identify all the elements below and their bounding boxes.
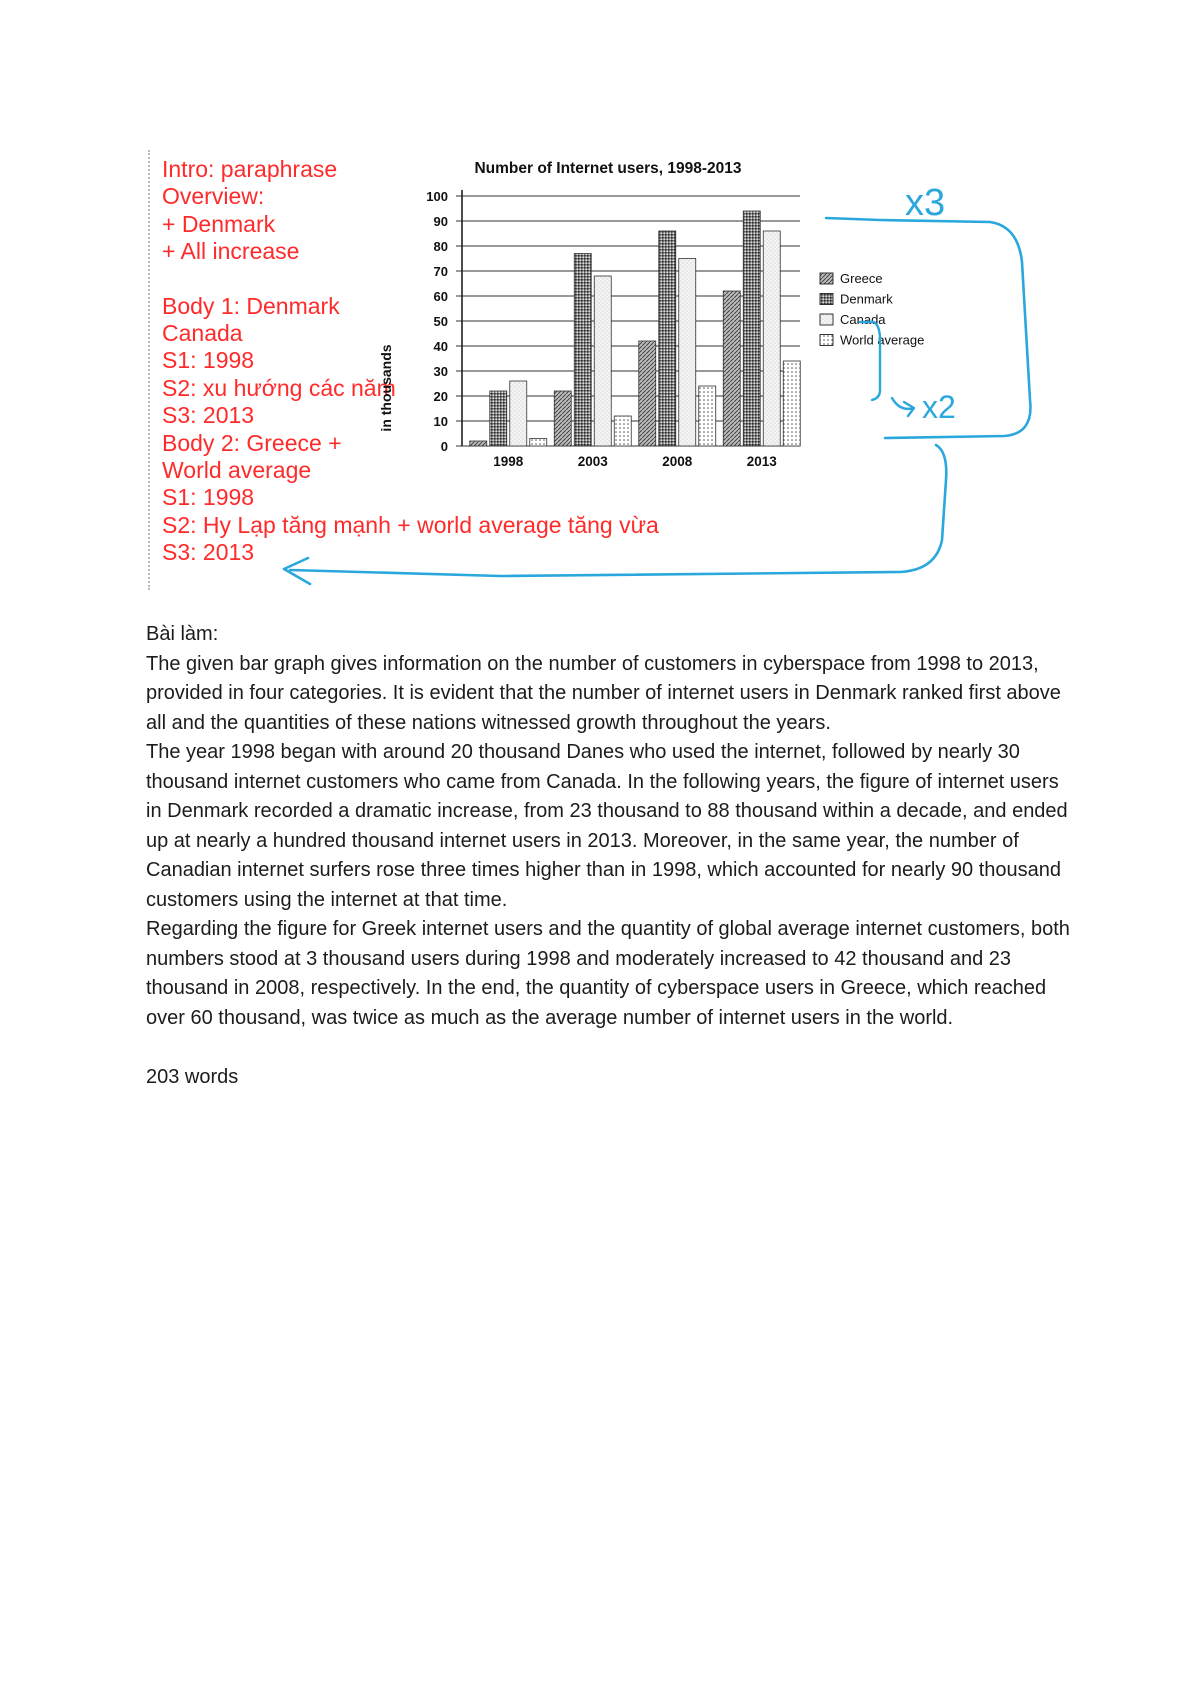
legend-label: Canada xyxy=(840,312,886,327)
essay-heading: Bài làm: xyxy=(146,623,219,645)
bar-greece-2008 xyxy=(639,341,656,446)
x-tick-label: 2013 xyxy=(746,454,777,469)
note-line: + All increase xyxy=(162,238,300,265)
legend-swatch xyxy=(820,294,833,305)
y-tick-label: 0 xyxy=(440,439,448,454)
y-axis-label: in thousands xyxy=(378,344,394,432)
legend xyxy=(820,271,924,348)
bar-chart xyxy=(378,150,925,530)
legend-label: Denmark xyxy=(840,291,893,307)
y-tick-label: 70 xyxy=(433,264,448,279)
note-line: S2: xu hướng các năm xyxy=(162,374,396,401)
bar-denmark-2013 xyxy=(743,211,760,446)
bar-denmark-2003 xyxy=(574,254,591,447)
x-tick-label: 1998 xyxy=(493,454,524,469)
chart-title: Number of Internet users, 1998-2013 xyxy=(474,160,742,177)
bar-canada-2013 xyxy=(763,231,780,446)
x-tick-labels xyxy=(493,454,777,469)
word-count: 203 words xyxy=(146,1065,239,1088)
note-line: Body 2: Greece + xyxy=(162,429,342,456)
bar-greece-1998 xyxy=(470,441,487,446)
legend-swatch xyxy=(820,314,833,325)
y-tick-label: 60 xyxy=(433,289,448,304)
times-2-label: x2 xyxy=(922,389,956,425)
bar-world-average-2013 xyxy=(783,361,800,446)
times-3-label: x3 xyxy=(905,182,946,224)
y-tick-label: 20 xyxy=(433,389,448,404)
y-tick-label: 80 xyxy=(433,239,448,254)
x-tick-label: 2003 xyxy=(577,454,608,469)
y-tick-labels xyxy=(426,189,448,454)
chart-svg xyxy=(378,150,925,530)
bar-canada-2008 xyxy=(679,259,696,447)
bar-greece-2003 xyxy=(554,391,571,446)
bar-world-average-2008 xyxy=(699,386,716,446)
y-tick-label: 90 xyxy=(433,214,448,229)
bar-canada-1998 xyxy=(510,381,527,446)
bar-greece-2013 xyxy=(723,291,740,446)
legend-label: World average xyxy=(840,332,925,348)
bar-world-average-2003 xyxy=(614,416,631,446)
y-tick-label: 30 xyxy=(433,364,448,379)
x-tick-label: 2008 xyxy=(662,454,693,469)
y-tick-label: 40 xyxy=(433,339,448,354)
note-line: S2: Hy Lạp tăng mạnh + world average tăng vừa xyxy=(162,511,659,538)
note-line: S1: 1998 xyxy=(162,347,255,374)
note-line: S3: 2013 xyxy=(162,402,255,429)
note-line: S3: 2013 xyxy=(162,539,255,566)
note-line: + Denmark xyxy=(162,210,276,237)
legend-swatch xyxy=(820,335,833,346)
y-tick-label: 50 xyxy=(433,314,448,329)
note-line: Canada xyxy=(162,320,243,347)
bar-denmark-1998 xyxy=(490,391,507,446)
bar-world-average-1998 xyxy=(530,439,547,447)
y-tick-label: 10 xyxy=(433,414,448,429)
essay-paragraph-body-1: The year 1998 began with around 20 thousand Danes who used the internet, followed by nearly 30 thousand internet customers who came from Canada. In the following years, the figure of internet users in Denmark recorded a dramatic increase, from 23 thousand to 88 thousand within a decade, and ended up at nearly a hundred thousand internet users in 2013. Moreover, in the same year, the number of Canadian internet surfers rose three times higher than in 1998, which accounted for nearly 90 thousand customers using the internet at that time. xyxy=(146,741,1068,911)
legend-label: Greece xyxy=(840,271,883,286)
bar-canada-2003 xyxy=(594,276,611,446)
note-line: Body 1: Denmark xyxy=(162,292,340,319)
legend-swatch xyxy=(820,273,833,284)
note-line: S1: 1998 xyxy=(162,484,255,511)
y-tick-label: 100 xyxy=(426,189,448,204)
note-line: Intro: paraphrase xyxy=(162,156,338,182)
essay-paragraph-intro: The given bar graph gives information on the number of customers in cyberspace from 1998 to 2013, provided in four categories. It is evident that the number of internet users in Denmark ranked first above all and the quantities of these nations witnessed growth throughout the years. xyxy=(146,652,1061,734)
note-line: World average xyxy=(162,457,312,484)
bar-denmark-2008 xyxy=(659,231,676,446)
essay-body xyxy=(146,620,1076,1092)
note-line: Overview: xyxy=(162,183,265,210)
essay-paragraph-body-2: Regarding the figure for Greek internet users and the quantity of global average internet customers, both numbers stood at 3 thousand users during 1998 and moderately increased to 42 thousand and 23 thousand in 2008, respectively. In the end, the quantity of cyberspace users in Greece, which reached over 60 thousand, was twice as much as the average number of internet users in the world. xyxy=(146,918,1070,1029)
